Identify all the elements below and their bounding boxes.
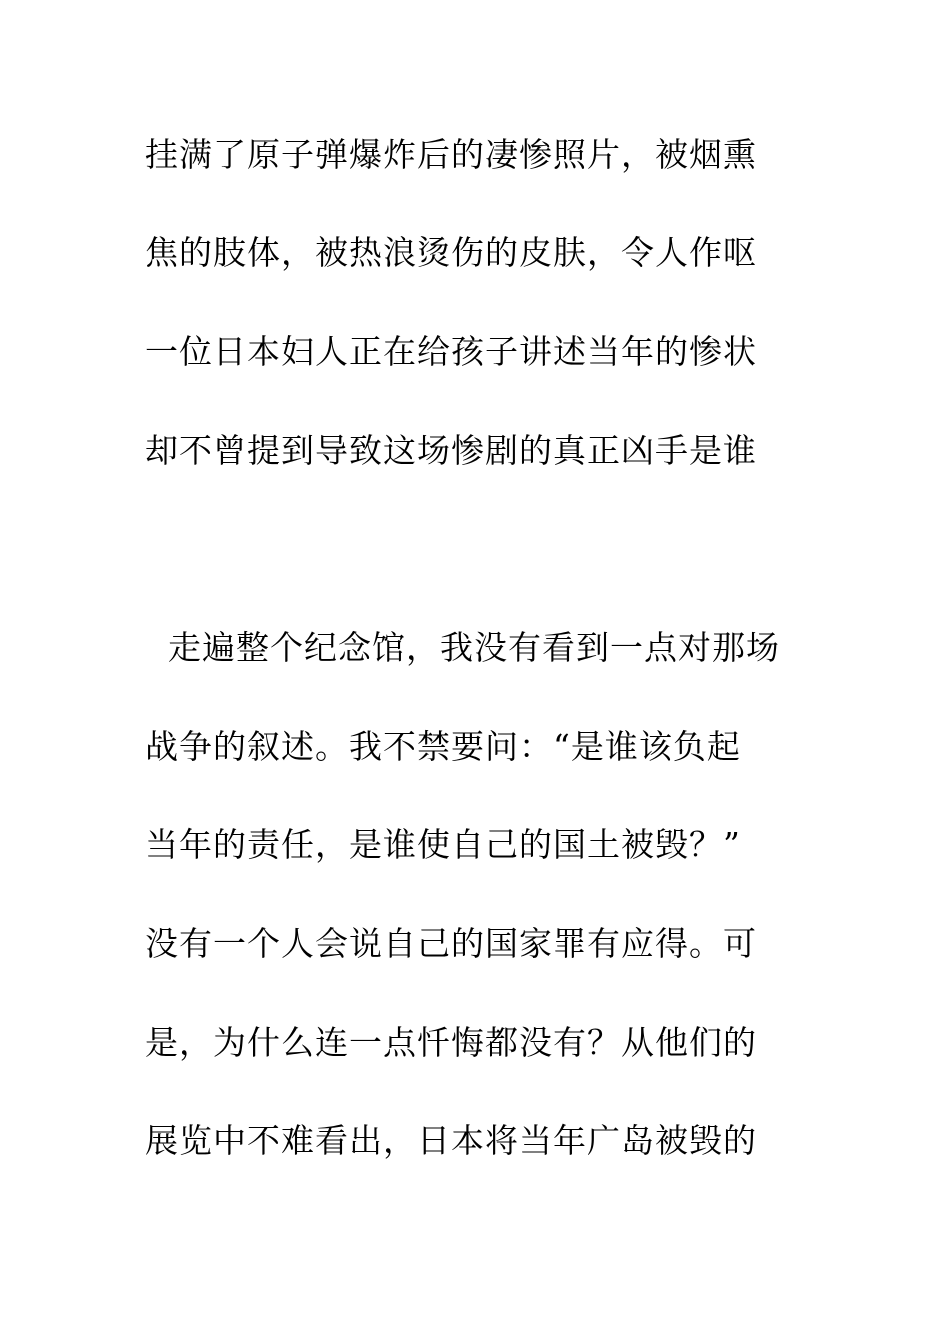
paragraph-1-line-4: 却不曾提到导致这场惨剧的真正凶手是谁 xyxy=(145,431,757,470)
paragraph-1-line-1: 挂满了原子弹爆炸后的凄惨照片，被烟熏 xyxy=(145,135,757,174)
paragraph-2-line-6: 展览中不难看出，日本将当年广岛被毁的 xyxy=(145,1121,757,1160)
paragraph-2-line-4: 没有一个人会说自己的国家罪有应得。可 xyxy=(145,924,757,963)
paragraph-2-line-3: 当年的责任，是谁使自己的国土被毁？” xyxy=(145,825,741,864)
paragraph-2-line-2: 战争的叙述。我不禁要问：“是谁该负起 xyxy=(145,727,741,766)
paragraph-1-line-2: 焦的肢体，被热浪烫伤的皮肤，令人作呕 xyxy=(145,233,757,272)
paragraph-2-line-1: 走遍整个纪念馆，我没有看到一点对那场 xyxy=(145,628,780,667)
paragraph-2-line-5: 是，为什么连一点忏悔都没有？从他们的 xyxy=(145,1023,757,1062)
paragraph-1-line-3: 一位日本妇人正在给孩子讲述当年的惨状 xyxy=(145,332,757,371)
